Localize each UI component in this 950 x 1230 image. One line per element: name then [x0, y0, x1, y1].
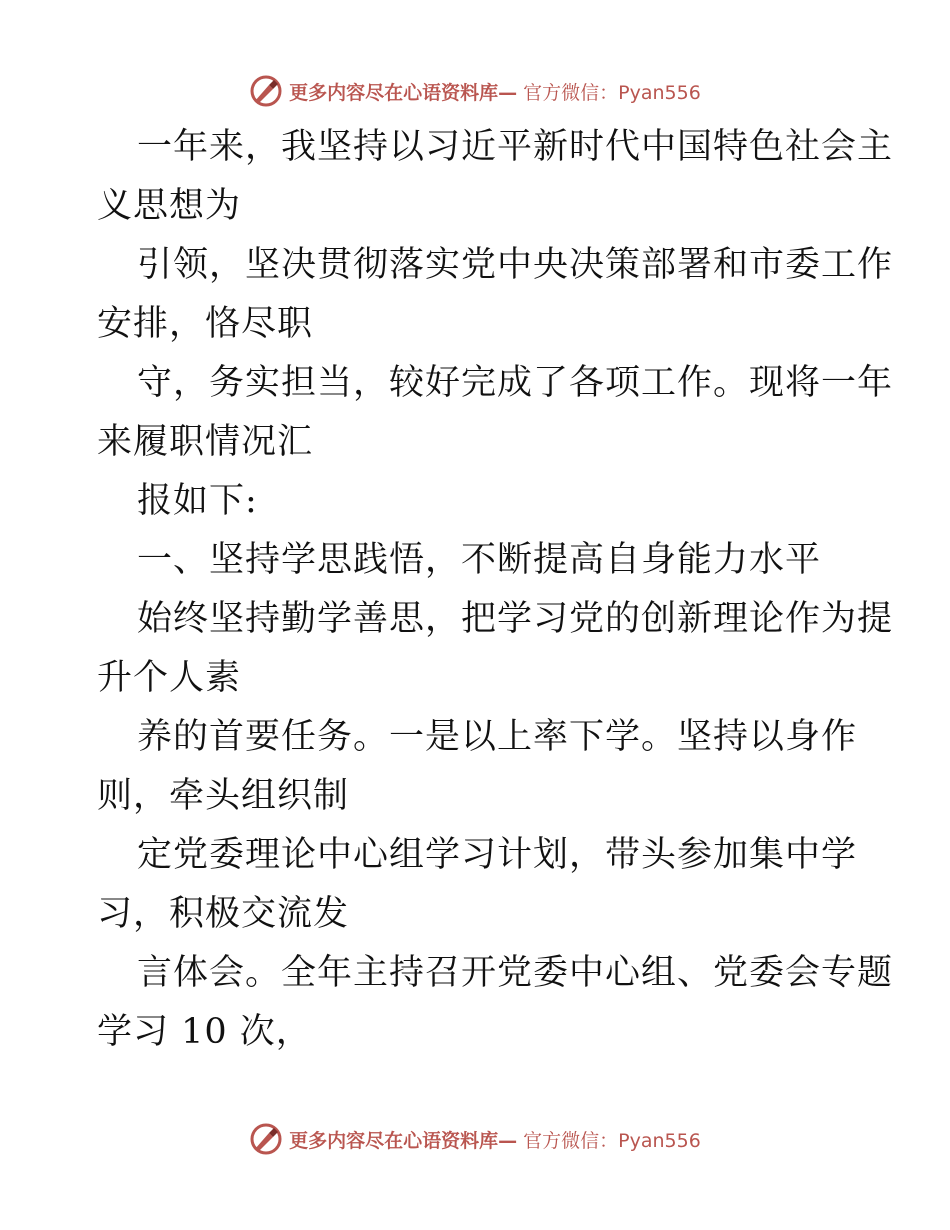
watermark-wechat: 官方微信：Pyan556: [523, 81, 701, 104]
text-line: 引领，坚决贯彻落实党中央决策部署和市委工作: [137, 245, 894, 285]
text-line: 升个人素: [97, 658, 242, 698]
pen-logo-icon: [249, 74, 283, 108]
text-line: 义思想为: [97, 186, 242, 226]
text-line: 学习 10 次，: [97, 1012, 312, 1052]
text-line: 则，牵头组织制: [97, 776, 350, 816]
text-line: 言体会。全年主持召开党委中心组、党委会专题: [137, 953, 894, 993]
footer-watermark: [0, 1119, 950, 1159]
header-watermark: [0, 71, 950, 111]
text-line: 养的首要任务。一是以上率下学。坚持以身作: [137, 717, 858, 757]
text-line: 习，积极交流发: [97, 894, 350, 934]
watermark-text: 更多内容尽在心语资料库—: [289, 1129, 518, 1152]
text-line: 安排，恪尽职: [97, 304, 314, 344]
text-line: 一年来，我坚持以习近平新时代中国特色社会主: [137, 127, 894, 167]
text-line: 定党委理论中心组学习计划，带头参加集中学: [137, 835, 858, 875]
text-line: 报如下:: [137, 481, 258, 521]
text-line: 始终坚持勤学善思，把学习党的创新理论作为提: [137, 599, 894, 639]
text-line: 守，务实担当，较好完成了各项工作。现将一年: [137, 363, 894, 403]
pen-logo-icon: [249, 1122, 283, 1156]
document-body: [97, 118, 894, 1062]
section-heading: 一、坚持学思践悟，不断提高自身能力水平: [137, 540, 822, 580]
watermark-text: 更多内容尽在心语资料库—: [289, 81, 518, 104]
text-line: 来履职情况汇: [97, 422, 314, 462]
watermark-wechat: 官方微信：Pyan556: [523, 1129, 701, 1152]
